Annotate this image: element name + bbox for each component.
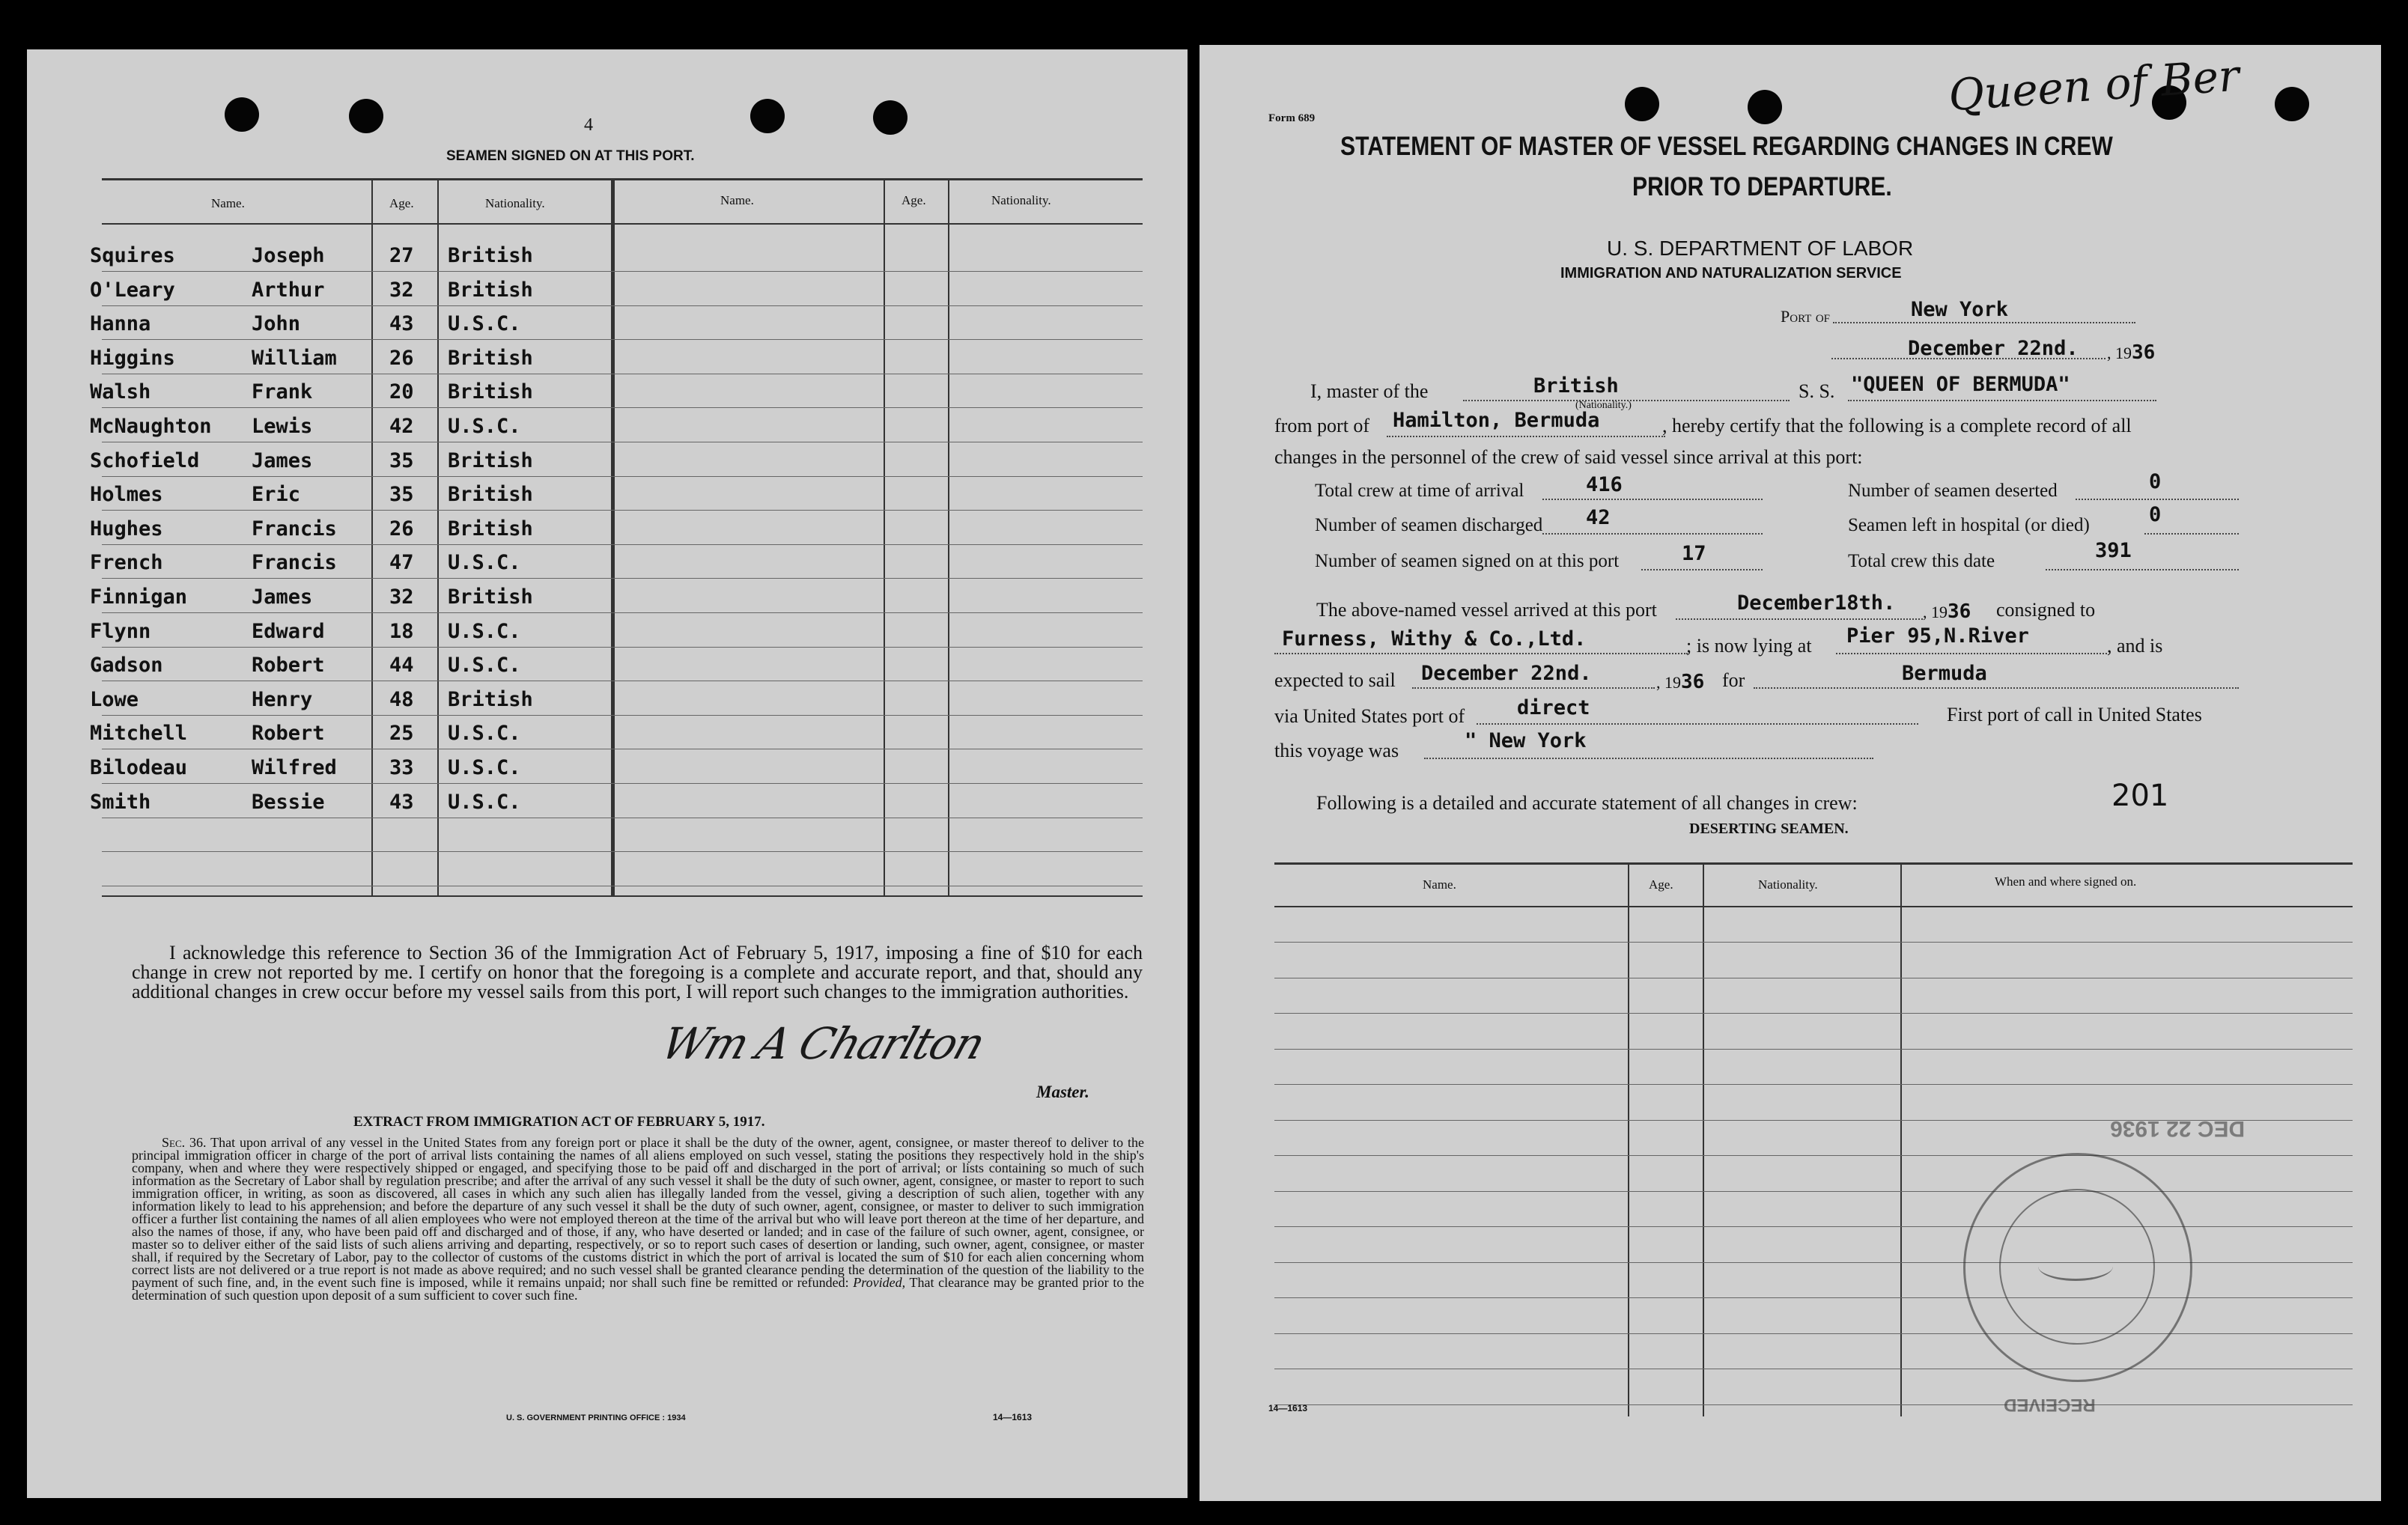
for-label: for	[1722, 669, 1745, 691]
desert-row-rule	[1274, 1155, 2353, 1156]
certify-text: , hereby certify that the following is a complete record of all	[1662, 415, 2132, 436]
col-header-nationality: Nationality.	[485, 196, 545, 210]
seaman-age: 32	[389, 278, 414, 302]
seaman-last-name: Lowe	[90, 688, 139, 711]
seaman-last-name: Hanna	[90, 312, 151, 335]
changes-count: 201	[2111, 779, 2169, 813]
seaman-age: 33	[389, 756, 414, 779]
seaman-last-name: French	[90, 551, 163, 574]
page-number: 4	[584, 115, 593, 135]
stat-label-deserted: Number of seamen deserted	[1848, 481, 2058, 501]
table-row-rule	[102, 271, 1143, 272]
seaman-first-name: Frank	[252, 380, 313, 404]
stat-value-total-crew-date: 391	[2095, 539, 2132, 562]
seaman-first-name: Francis	[252, 551, 337, 574]
sail-date: December 22nd.	[1421, 662, 1592, 685]
following-text: Following is a detailed and accurate statement of all changes in crew:	[1316, 792, 1858, 814]
seaman-last-name: Bilodeau	[90, 756, 188, 779]
stat-label-signed-on: Number of seamen signed on at this port	[1315, 551, 1620, 571]
seaman-first-name: Robert	[252, 722, 325, 745]
seaman-last-name: Walsh	[90, 380, 151, 404]
col-header-age-2: Age.	[902, 193, 926, 207]
via-label: via United States port of	[1274, 705, 1465, 727]
seaman-age: 25	[389, 722, 414, 745]
stat-label-total-crew-arrival: Total crew at time of arrival	[1315, 481, 1524, 501]
desert-row-rule	[1274, 1191, 2353, 1192]
seaman-nationality: British	[448, 244, 533, 267]
desert-row-rule	[1274, 1049, 2353, 1050]
seaman-last-name: Squires	[90, 244, 175, 267]
consignee-value: Furness, Withy & Co.,Ltd.	[1282, 627, 1587, 651]
arrived-year: 36	[1948, 600, 1971, 623]
seaman-last-name: Gadson	[90, 654, 163, 677]
seaman-nationality: U.S.C.	[448, 620, 521, 643]
sail-label: expected to sail	[1274, 669, 1396, 691]
desert-col-signed-on: When and where signed on.	[1995, 874, 2137, 889]
table-row-rule	[102, 339, 1143, 340]
seaman-nationality: British	[448, 688, 533, 711]
desert-col-age: Age.	[1649, 877, 1673, 892]
seaman-age: 35	[389, 449, 414, 472]
form-number: Form 689	[1268, 112, 1316, 124]
left-page	[27, 49, 1188, 1498]
nationality-caption: (Nationality.)	[1575, 400, 1632, 411]
lying-label: ; is now lying at	[1686, 635, 1812, 657]
seaman-last-name: Smith	[90, 791, 151, 814]
seaman-age: 35	[389, 483, 414, 506]
seaman-first-name: Eric	[252, 483, 301, 506]
voyage-label: this voyage was	[1274, 740, 1399, 761]
master-signature: Wm A Charlton	[654, 1018, 991, 1069]
extract-title: EXTRACT FROM IMMIGRATION ACT OF FEBRUARY 5, 1917.	[353, 1114, 765, 1130]
stat-label-total-crew-date: Total crew this date	[1848, 551, 1995, 571]
from-port-value: Hamilton, Bermuda	[1393, 409, 1600, 432]
seaman-nationality: British	[448, 449, 533, 472]
year-value: 36	[2132, 341, 2156, 364]
stamp-date: DEC 22 1936	[2110, 1116, 2246, 1141]
consigned-label: consigned to	[1996, 599, 2096, 621]
seaman-last-name: Holmes	[90, 483, 163, 506]
table-row-rule	[102, 510, 1143, 511]
table-row-rule	[102, 544, 1143, 545]
punch-hole	[225, 97, 259, 132]
right-page: Form 689 Queen of Ber STATEMENT OF MASTER OF VESSEL REGARDING CHANGES IN CREW PRIOR TO DEPARTURE. U. S. DEPARTMENT OF LABOR IMMIGRATION AND NATURALIZATION SERVICE Port of New York December 22nd. , 1936 I, master of the British (Nationality.) S. S. "QUEEN OF BERMUDA" from port of Hamilton, Bermuda , hereby certify that the following is a complete record of all changes in the personnel of the crew of said vessel since arrival at this port: Total crew at time of arrival 416 Number of seamen deserted 0 Number of seamen discharged 42 Seamen left in hospital (or died) 0 Number of seamen signed on at this port 17 Total crew this date 391 The above-named vessel arrived at this port December18th. , 1936 consigned to Furness, Withy & Co.,Ltd. ; is now lying at Pier 95,N.River , and is expected to sail December 22nd. , 1936 for Bermuda via United States port of direct First port of call in United States this voyage was " New York Following is a detailed and accurate statement of all changes in crew: 201 DESERTING SEAMEN. Name. Age. Nationality. When and where signed on. DEC 22 1936 RECEIVED 14—1613	[1200, 45, 2381, 1501]
form-title-line1: STATEMENT OF MASTER OF VESSEL REGARDING CHANGES IN CREW	[1340, 132, 2113, 161]
stamp-received-text: RECEIVED	[2004, 1395, 2096, 1415]
extract-body: Sec. 36. That upon arrival of any vessel in the United States from any foreign port or place it shall be the duty of the owner, agent, consignee, or master thereof to deliver to the principal immigration officer in charge of the port of arrival lists containing the names of all aliens employed on such vessel, stating the positions they respectively hold in the ship's company, when and where they were respectively shipped or engaged, and specifying those to be paid off and discharged in the port of arrival; or lists containing so much of such information as the Secretary of Labor shall by regulation prescribe; and after the arrival of any such vessel it shall be the duty of such owner, agent, consignee, or master to report to such immigration officer, in writing, as soon as discovered, all cases in which any such alien has illegally landed from the vessel, giving a description of such alien, together with any information likely to lead to his apprehension; and before the departure of any such vessel it shall be the duty of such owner, agent, consignee, or master to deliver to such immigration officer a further list containing the names of all alien employees who were not employed thereon at the time of the arrival but who will leave port thereon at the time of her departure, and also the names of those, if any, who have been paid off and discharged and of those, if any, who have deserted or landed; and in case of the failure of such owner, agent, consignee, or master so to deliver either of the said lists of such aliens arriving and departing, respectively, or so to report such cases of desertion or landing, such owner, agent, consignee, or master shall, if required by the Secretary of Labor, pay to the collector of customs of the customs district in which the port of arrival is located the sum of $10 for each alien concerning whom correct lists are not delivered or a true report is not made as above required; and no such vessel shall be granted clearance pending the determination of the question of the liability to the payment of such fine, and, in the event such fine is imposed, while it remains unpaid; nor shall such fine be remitted or refunded: Provided, That clearance may be granted prior to the determination of such question upon deposit of a sum sufficient to cover such fine.	[132, 1135, 1144, 1303]
desert-row-rule	[1274, 1297, 2353, 1298]
seaman-first-name: James	[252, 449, 313, 472]
seaman-nationality: U.S.C.	[448, 756, 521, 779]
department: U. S. DEPARTMENT OF LABOR	[1607, 237, 1914, 260]
table-row-rule	[102, 305, 1143, 306]
destination-value: Bermuda	[1902, 662, 1987, 685]
acknowledgement-text: I acknowledge this reference to Section 36 of the Immigration Act of February 5, 1917, imposing a fine of $10 for each change in crew not reported by me. I certify on honor that the foregoing is a complete and accurate report, and that, should any additional changes in crew occur before my vessel sails from this port, I will report such changes to the immigration authorities.	[132, 942, 1143, 1002]
punch-hole	[873, 100, 907, 135]
desert-row-rule	[1274, 942, 2353, 943]
seaman-age: 43	[389, 791, 414, 814]
seaman-last-name: Schofield	[90, 449, 200, 472]
seaman-last-name: Finnigan	[90, 585, 188, 609]
stat-label-discharged: Number of seamen discharged	[1315, 515, 1543, 535]
nationality-value: British	[1533, 374, 1619, 398]
table-row-rule	[102, 715, 1143, 716]
table-row-rule	[102, 612, 1143, 613]
seaman-nationality: British	[448, 278, 533, 302]
stat-value-hospital: 0	[2149, 503, 2162, 526]
stat-value-signed-on: 17	[1682, 542, 1706, 565]
seaman-age: 42	[389, 415, 414, 438]
seaman-last-name: Flynn	[90, 620, 151, 643]
table-row-rule	[102, 647, 1143, 648]
arrived-label: The above-named vessel arrived at this port	[1316, 599, 1657, 621]
seaman-nationality: British	[448, 517, 533, 541]
seaman-age: 44	[389, 654, 414, 677]
desert-col-name: Name.	[1423, 877, 1456, 892]
seaman-age: 26	[389, 517, 414, 541]
seaman-last-name: O'Leary	[90, 278, 175, 302]
seaman-nationality: U.S.C.	[448, 722, 521, 745]
seaman-age: 18	[389, 620, 414, 643]
seaman-nationality: British	[448, 380, 533, 404]
table-row-rule	[102, 851, 1143, 852]
seaman-first-name: Joseph	[252, 244, 325, 267]
signature-caption: Master.	[1036, 1083, 1089, 1101]
service: IMMIGRATION AND NATURALIZATION SERVICE	[1560, 265, 1902, 281]
form-title-line2: PRIOR TO DEPARTURE.	[1632, 172, 1892, 201]
lying-value: Pier 95,N.River	[1846, 624, 2029, 648]
seaman-age: 48	[389, 688, 414, 711]
seaman-nationality: U.S.C.	[448, 415, 521, 438]
seaman-first-name: Arthur	[252, 278, 325, 302]
desert-row-rule	[1274, 1013, 2353, 1014]
seaman-nationality: U.S.C.	[448, 654, 521, 677]
ss-label: S. S.	[1799, 380, 1835, 402]
and-is-text: , and is	[2107, 635, 2163, 657]
seaman-age: 27	[389, 244, 414, 267]
seaman-first-name: Lewis	[252, 415, 313, 438]
desert-col-nationality: Nationality.	[1758, 877, 1818, 892]
seaman-nationality: British	[448, 585, 533, 609]
col-header-age: Age.	[389, 196, 414, 210]
seaman-first-name: Edward	[252, 620, 325, 643]
port-value: New York	[1911, 298, 2009, 321]
punch-hole	[1625, 87, 1659, 121]
seaman-first-name: James	[252, 585, 313, 609]
seaman-nationality: British	[448, 483, 533, 506]
seaman-last-name: Hughes	[90, 517, 163, 541]
eagle-icon	[2038, 1252, 2113, 1281]
table-row-rule	[102, 476, 1143, 477]
seaman-last-name: McNaughton	[90, 415, 212, 438]
seaman-first-name: Bessie	[252, 791, 325, 814]
stat-value-deserted: 0	[2149, 470, 2162, 493]
seaman-nationality: U.S.C.	[448, 312, 521, 335]
changes-text: changes in the personnel of the crew of said vessel since arrival at this port:	[1274, 446, 1863, 468]
col-header-name-2: Name.	[720, 193, 754, 207]
stat-label-hospital: Seamen left in hospital (or died)	[1848, 515, 2090, 535]
seaman-nationality: U.S.C.	[448, 791, 521, 814]
form-code-right: 14—1613	[1268, 1403, 1308, 1413]
desert-row-rule	[1274, 1404, 2353, 1405]
punch-hole	[750, 99, 785, 133]
first-port-label: First port of call in United States	[1947, 704, 2202, 725]
voyage-value: " New York	[1465, 729, 1587, 752]
desert-row-rule	[1274, 1084, 2353, 1085]
via-value: direct	[1517, 696, 1590, 719]
seaman-first-name: Wilfred	[252, 756, 337, 779]
printer-line: U. S. GOVERNMENT PRINTING OFFICE : 1934	[506, 1413, 686, 1422]
arrived-date: December18th.	[1737, 591, 1896, 615]
seaman-last-name: Higgins	[90, 347, 175, 370]
sail-year: 36	[1681, 671, 1705, 693]
vessel-name: "QUEEN OF BERMUDA"	[1851, 373, 2070, 396]
punch-hole	[1748, 90, 1782, 124]
master-label: I, master of the	[1310, 380, 1429, 402]
table-row-rule	[102, 578, 1143, 579]
port-label: Port of	[1781, 307, 1831, 326]
seaman-age: 26	[389, 347, 414, 370]
form-code: 14—1613	[993, 1412, 1033, 1422]
table-row-rule	[102, 407, 1143, 408]
seaman-first-name: Francis	[252, 517, 337, 541]
seaman-age: 47	[389, 551, 414, 574]
seaman-nationality: U.S.C.	[448, 551, 521, 574]
seaman-first-name: John	[252, 312, 301, 335]
col-header-nationality-2: Nationality.	[991, 193, 1051, 207]
deserting-title: DESERTING SEAMEN.	[1689, 821, 1849, 837]
seaman-age: 43	[389, 312, 414, 335]
punch-hole	[349, 99, 383, 133]
seaman-first-name: William	[252, 347, 337, 370]
seaman-nationality: British	[448, 347, 533, 370]
section-title: SEAMEN SIGNED ON AT THIS PORT.	[446, 148, 695, 164]
from-port-label: from port of	[1274, 415, 1370, 436]
handwritten-note: Queen of Ber	[1947, 49, 2241, 121]
seaman-first-name: Robert	[252, 654, 325, 677]
table-row-rule	[102, 783, 1143, 784]
punch-hole	[2275, 87, 2309, 121]
seaman-age: 20	[389, 380, 414, 404]
stat-value-total-crew-arrival: 416	[1586, 473, 1623, 496]
stat-value-discharged: 42	[1586, 506, 1611, 529]
date-value: December 22nd.	[1908, 337, 2079, 360]
desert-row-rule	[1274, 1333, 2353, 1334]
col-header-name: Name.	[211, 196, 245, 210]
seaman-age: 32	[389, 585, 414, 609]
seaman-first-name: Henry	[252, 688, 313, 711]
desert-row-rule	[1274, 1226, 2353, 1227]
seaman-last-name: Mitchell	[90, 722, 188, 745]
